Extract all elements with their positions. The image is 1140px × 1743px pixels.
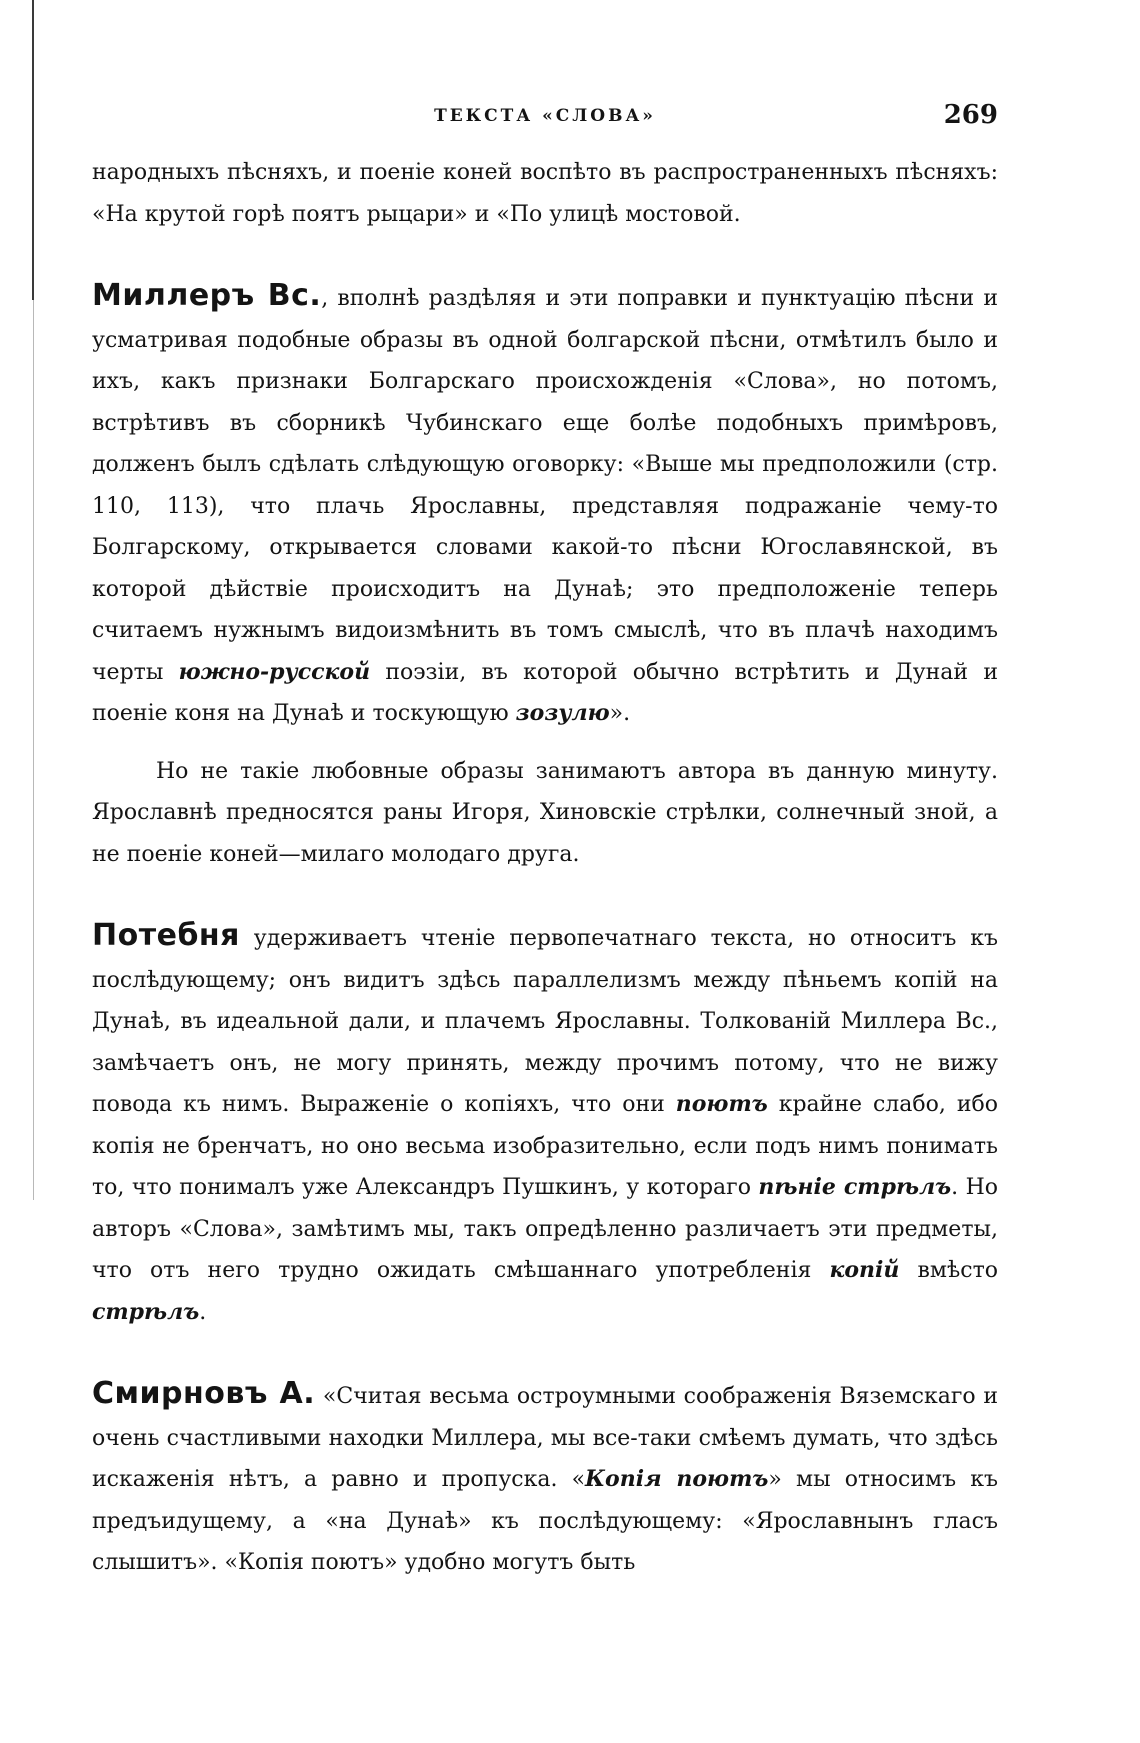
potebnya-text-5: .	[199, 1299, 207, 1325]
potebnya-text-3: . Но авторъ «Слова», замѣтимъ мы, такъ опредѣленно различаетъ эти предметы, что отъ него трудно ожидать смѣшаннаго употребленія	[92, 1175, 998, 1283]
paragraph-miller	[92, 275, 998, 735]
miller-text-3: ».	[609, 701, 631, 726]
miller-text-1: , вполнѣ раздѣляя и эти поправки и пунктуацію пѣсни и усматривая подобные образы въ одной болгарской пѣсни, отмѣтилъ было и ихъ, какъ признаки Болгарскаго происхожденія «Слова», но потомъ, встрѣтивъ въ сборникѣ Чубинскаго еще болѣе подобныхъ примѣровъ, долженъ былъ сдѣлать слѣдующую оговорку: «Выше мы предположили (стр. 110, 113), что плачь Ярославны, представляя подражаніе чему-то Болгарскому, открывается словами какой-то пѣсни Югославянской, въ которой дѣйствіе происходитъ на Дунаѣ; это предположеніе теперь считаемъ нужнымъ видоизмѣнить въ томъ смыслѣ, что въ плачѣ находимъ черты	[92, 286, 998, 685]
miller-italic-1: южно-русской	[178, 658, 371, 685]
potebnya-italic-3: копій	[829, 1257, 900, 1283]
smirnov-text-2: » мы относимъ къ предъидущему, а «на Дунаѣ» къ послѣдующему: «Ярославнынъ гласъ слышитъ». «Копія поютъ» удобно могутъ быть	[92, 1467, 998, 1575]
potebnya-text-1: удерживаетъ чтеніе первопечатнаго текста, но относитъ къ послѣдующему; онъ видитъ здѣсь параллелизмъ между пѣньемъ копій на Дунаѣ, въ идеальной дали, и плачемъ Ярославны. Толкованій Миллера Вс., замѣчаетъ онъ, не могу принять, между прочимъ потому, что не вижу повода къ нимъ. Выраженіе о копіяхъ, что они	[92, 926, 998, 1117]
scan-edge-line	[32, 0, 34, 300]
miller-text-2: поэзіи, въ которой обычно встрѣтить и Дунай и поеніе коня на Дунаѣ и тоскующую	[92, 659, 998, 726]
author-name-smirnov: Смирновъ А.	[92, 1376, 316, 1411]
paragraph-yaroslavna: Но не такіе любовные образы занимаютъ автора въ данную минуту. Ярославнѣ предносятся раны Игоря, Хиновскіе стрѣлки, солнечный зной, а не поеніе коней—милаго молодаго друга.	[92, 758, 998, 867]
miller-italic-2: зозулю	[515, 700, 610, 726]
potebnya-italic-2: пѣніе стрѣлъ	[758, 1174, 952, 1200]
potebnya-text-4: вмѣсто	[899, 1258, 998, 1283]
smirnov-italic-1: Копія поютъ	[585, 1466, 769, 1492]
paragraph-smirnov	[92, 1373, 998, 1584]
potebnya-italic-1: поютъ	[675, 1091, 768, 1117]
page-number: 269	[943, 100, 998, 130]
running-title: ТЕКСТА «СЛОВА»	[434, 106, 656, 126]
paragraph-potebnya	[92, 915, 998, 1333]
author-name-potebnya: Потебня	[92, 918, 240, 953]
smirnov-text-1: «Считая весьма остроумными соображенія Вяземскаго и очень счастливыми находки Миллера, мы все-таки смѣемъ думать, что здѣсь искаженія нѣтъ, а равно и пропуска. «	[92, 1384, 998, 1492]
potebnya-text-2: крайне слабо, ибо копія не бренчатъ, но оно весьма изобразительно, если подъ нимъ понимать то, что понималъ уже Александръ Пушкинъ, у котораго	[92, 1092, 998, 1200]
paragraph-continuation: народныхъ пѣсняхъ, и поеніе коней воспѣто въ распространенныхъ пѣсняхъ: «На крутой горѣ поятъ рыцари» и «По улицѣ мостовой.	[92, 160, 998, 227]
scan-edge-faint-line	[33, 300, 34, 1200]
author-name-miller: Миллеръ Вс.	[92, 278, 322, 313]
page-body	[92, 152, 998, 1584]
potebnya-italic-4: стрѣлъ	[92, 1298, 200, 1325]
running-head	[92, 100, 998, 136]
